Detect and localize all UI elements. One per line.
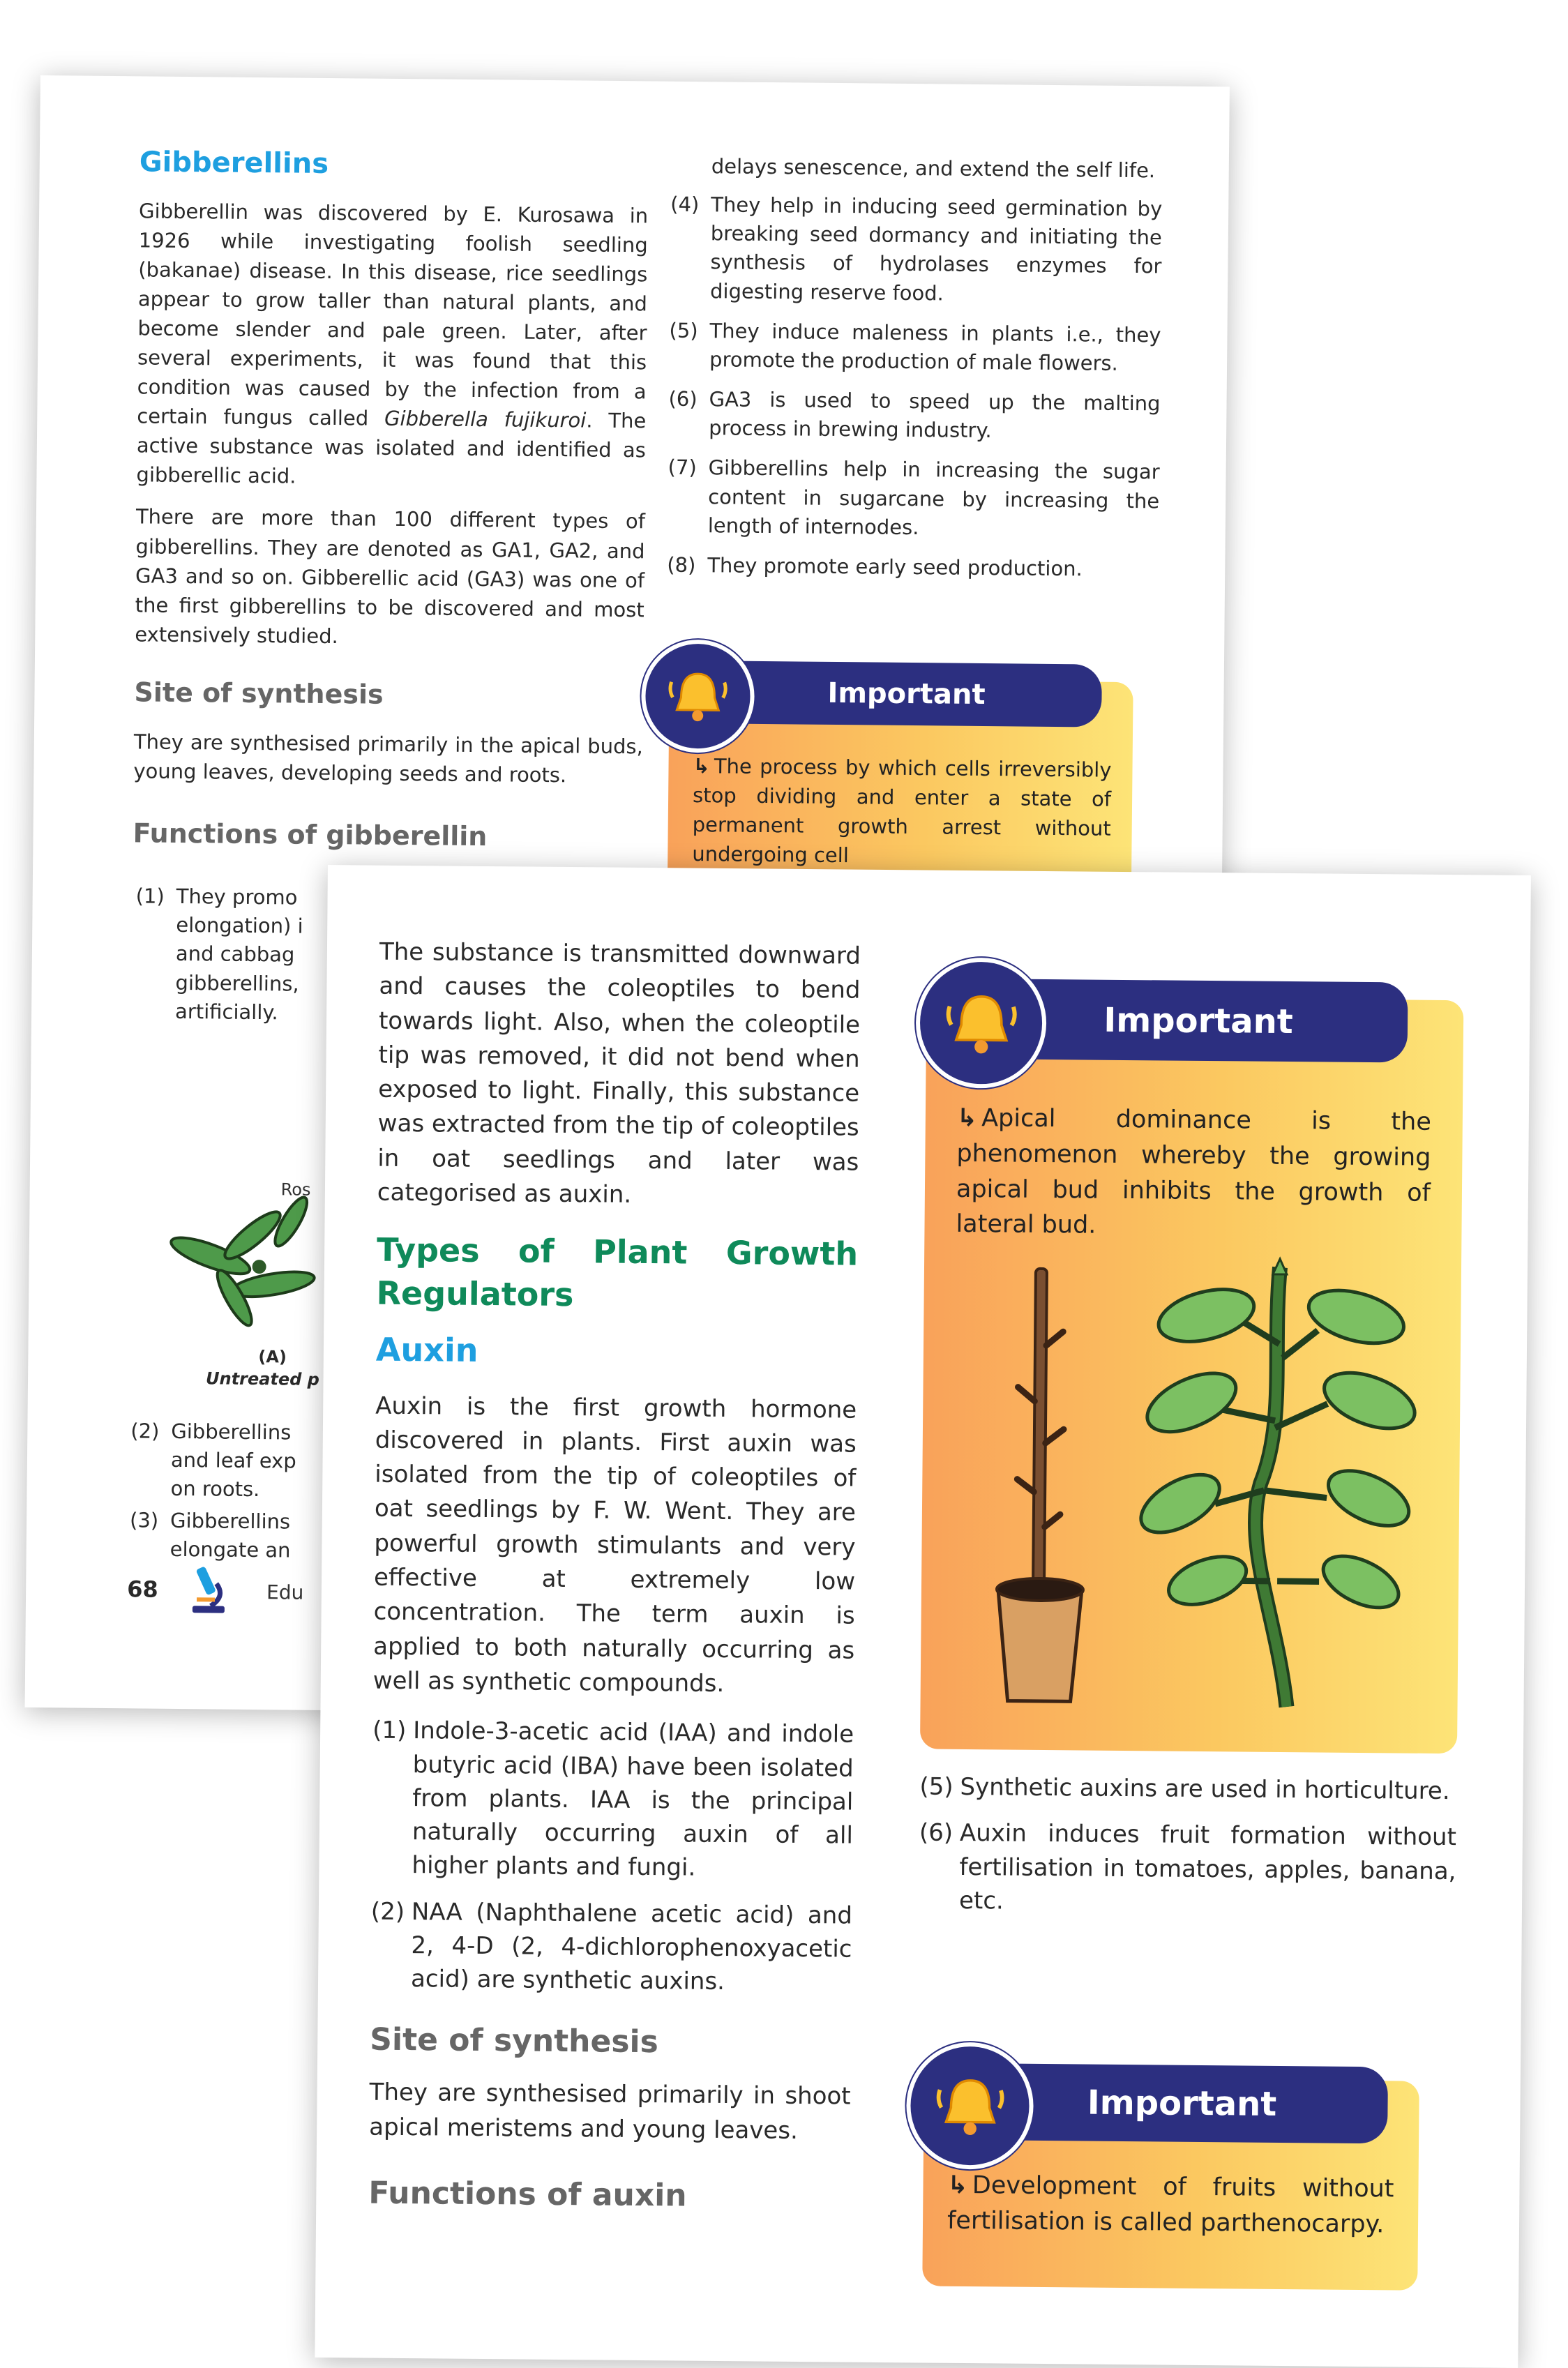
continued-function-text: delays senescence, and extend the self life. <box>711 154 1156 183</box>
list-item: (6) GA3 is used to speed up the malting process in brewing industry. <box>668 386 1161 443</box>
rosette-plant-figure <box>168 1193 337 1341</box>
front-right-column <box>919 1770 1457 1934</box>
list-item: (6) Auxin induces fruit formation without fertilisation in tomatoes, apples, banana, etc. <box>919 1818 1457 1915</box>
important-banner: Important <box>989 979 1408 1062</box>
auxin-types-list <box>370 1714 854 2000</box>
coleoptile-paragraph: The substance is transmitted downward and causes the coleoptiles to bend towards light. Also, when the coleoptile tip was removed, it did not bend when exposed to light. Finally, this substance was extracted from the tip of coleoptiles in oat seedlings and later was categorised as auxin. <box>377 937 861 1209</box>
figure-label-top: Ros <box>280 1179 311 1200</box>
site-of-synthesis-text: They are synthesised primarily in the apical buds, young leaves, developing seeds and roots. <box>133 730 643 787</box>
cut-stem-pot-illustration <box>976 1261 1106 1709</box>
microscope-icon <box>183 1562 232 1619</box>
important-banner: Important <box>711 661 1102 727</box>
list-item: (5) They induce maleness in plants i.e., they promote the production of male flowers. <box>669 318 1161 375</box>
site-of-synthesis-heading: Site of synthesis <box>370 2021 659 2060</box>
auxin-heading: Auxin <box>375 1330 478 1369</box>
gibberellin-types-paragraph: There are more than 100 different types of gibberellins. They are denoted as GA1, GA2, and GA3 and so on. Gibberellic acid (GA3) was one of the first gibberellins to be discovered and most extensively studied. <box>135 504 646 648</box>
site-of-synthesis-heading: Site of synthesis <box>134 677 384 710</box>
list-item: (4) They help in inducing seed germination by breaking seed dormancy and initiating the synthesis of hydrolases enzymes for digesting reserve food. <box>670 192 1163 306</box>
list-item: (2) NAA (Naphthalene acetic acid) and 2, 4-D (2, 4-dichlorophenoxyacetic acid) are synthetic auxins. <box>370 1897 853 1996</box>
apical-plant-illustration <box>1136 1252 1419 1714</box>
back-right-column <box>667 151 1163 596</box>
important-banner: Important <box>976 2063 1388 2143</box>
bell-icon <box>641 639 755 753</box>
gibberellin-intro-paragraph: Gibberellin was discovered by E. Kurosawa in 1926 while investigating foolish seedling (bakanae) disease. In this disease, rice seedlings appear to grow taller than natural plants, and become slender and pale green. Later, after several experiments, it was found that this condition was caused by the infection from a certain fungus called Gibberella fujikuroi. The active substance was isolated and identified as gibberellic acid. <box>136 199 649 488</box>
list-item: (8) They promote early seed production. <box>667 552 1083 581</box>
gibberellins-heading: Gibberellins <box>139 146 329 180</box>
gibberellin-function-list <box>667 190 1162 585</box>
gibberellin-function-1: (1) They promo elongation) i and cabbag gibberellins, artificially. <box>135 884 303 1025</box>
figure-label-untreated: Untreated p <box>205 1368 320 1389</box>
functions-of-auxin-heading: Functions of auxin <box>368 2175 687 2214</box>
list-item: (5) Synthetic auxins are used in horticulture. <box>919 1772 1450 1806</box>
list-item: (1) Indole-3-acetic acid (IAA) and indole butyric acid (IBA) have been isolated from plants. IAA is the principal naturally occurring auxin of all higher plants and fungi. <box>372 1716 854 1882</box>
figure-label-a: (A) <box>258 1347 287 1367</box>
auxin-paragraph: Auxin is the first growth hormone discovered in plants. First auxin was isolated from the tip of coleoptiles of oat seedlings by F. W. Went. They are powerful growth stimulants and very effective at extremely low concentration. The term auxin is applied to both naturally occurring as well as synthetic compounds. <box>372 1392 857 1698</box>
auxin-function-list <box>919 1770 1457 1922</box>
bell-icon <box>906 2042 1034 2170</box>
bell-icon <box>915 957 1047 1089</box>
important-apical-dominance-text: ↳ Apical dominance is the phenomenon whereby the growing apical bud inhibits the growth of lateral bud. <box>956 1103 1432 1239</box>
page-number: 68 <box>126 1576 158 1603</box>
site-of-synthesis-text: They are synthesised primarily in shoot apical meristems and young leaves. <box>369 2078 851 2145</box>
front-left-column <box>368 935 861 2215</box>
gibberellin-function-2: (2) Gibberellins and leaf exp on roots. <box>130 1419 296 1502</box>
types-of-plant-growth-regulators-heading: Types of Plant Growth Regulators <box>376 1231 859 1314</box>
important-parthenocarpy-text: ↳ Development of fruits without fertilisation is called parthenocarpy. <box>947 2171 1394 2239</box>
functions-of-gibberellin-heading: Functions of gibberellin <box>133 817 488 852</box>
front-page <box>315 865 1531 2368</box>
back-left-column <box>133 146 649 871</box>
gibberellin-function-3: (3) Gibberellins elongate an <box>129 1508 291 1562</box>
important-senescence-text: ↳ The process by which cells irreversibly stop dividing and enter a state of permanent growth arrest without undergoing cell <box>692 754 1112 868</box>
list-item: (7) Gibberellins help in increasing the sugar content in sugarcane by increasing the length of internodes. <box>668 455 1160 539</box>
brand-text: Edu <box>266 1581 304 1604</box>
